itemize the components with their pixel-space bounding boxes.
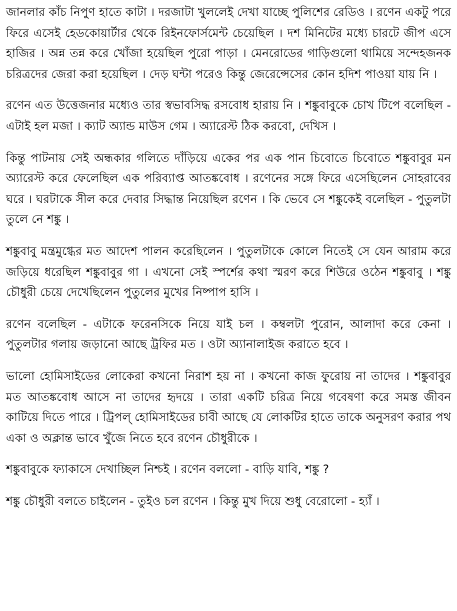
paragraph-2: রণেন এত উত্তেজনার মধ্যেও তার স্বভাবসিদ্ধ রসবোধ হারায় নি । শঙ্কুবাবুকে চোখ টিপে বলেছিল - এটাই হল মজা । ক্যাট অ্যান্ড মাউস গেম । অ্যারেস্ট ঠিক করবো, দেখিস । (6, 98, 451, 133)
paragraph-3: কিন্তু পাটনায় সেই অন্ধকার গলিতে দাঁড়িয়ে একের পর এক পান চিবোতে চিবোতে শঙ্কুবাবুর মন অ্যারেস্ট করে ফেলেছিল এক পরিব্যাপ্ত আতঙ্কবোধ । রণেনের সঙ্গে ফিরে এসেছিলেন সোহরাবের ঘরে । ঘরটাকে সীল করে দেবার সিদ্ধান্ত নিয়েছিল রণেন । কি ভেবে সে শঙ্কুকেই বলেছিল - পুতুলটা তুলে নে শঙ্কু । (6, 150, 451, 227)
paragraph-1: জানলার কাঁচ নিপুণ হাতে কাটা । দরজাটা খুললেই দেখা যাচ্ছে পুলিশের রেডিও । রণেন একটু পরে ফিরে এসেই হেডকোয়ার্টার থেকে রিইনফোর্সমেন্ট চেয়েছিল । দশ মিনিটের মধ্যে চারটে জীপ এসে হাজির । অন্ন তন্ন করে খোঁজা হয়েছিল পুরো পাড়া । মেনরোডের গাড়িগুলো থামিয়ে সন্দেহজনক চরিত্রদের জেরা করা হয়েছিল । দেড় ঘন্টা পরেও কিন্তু জেরেন্সেসের কোন হদিশ পাওয়া যায় নি । (6, 5, 451, 81)
paragraph-7: শঙ্কুবাবুকে ফ্যাকাসে দেখাচ্ছিল নিশ্চই । রণেন বললো - বাড়ি যাবি, শঙ্কু ? (6, 462, 330, 477)
paragraph-8: শঙ্কু চৌধুরী বলতে চাইলেন - তুইও চল রণেন । কিন্তু মুখ দিয়ে শুধু বেরোলো - হ্যাঁ । (6, 493, 380, 508)
paragraph-6: ভালো হোমিসাইডের লোকেরা কখনো নিরাশ হয় না । কখনো কাজ ফুরোয় না তাদের । শঙ্কুবাবুর মত আতঙ্কবোধ আসে না তাদের হৃদয়ে । তারা একটি চরিত্র নিয়ে গবেষণা করে সমস্ত জীবন কাটিয়ে দিতে পারে । ট্রিপল্ হোমিসাইডের চাবী আছে যে লোকটির হাতে তাকে অনুসরণ করার পথ একা ও অক্লান্ত ভাবে খুঁজে নিতে হবে রণেন চৌধুরীকে । (6, 368, 451, 445)
paragraph-5: রণেন বলেছিল - এটাকে ফরেনসিকে নিয়ে যাই চল । কম্বলটা পুরোন, আলাদা করে কেনা । পুতুলটার গলায় জড়ানো আছে ট্রফির মত । ওটা অ্যানালাইজ করাতে হবে । (6, 316, 451, 352)
paragraph-4: শঙ্কুবাবু মন্ত্রমুগ্ধের মত আদেশ পালন করেছিলেন । পুতুলটাকে কোলে নিতেই সে যেন আরাম করে জড়িয়ে ধরেছিল শঙ্কুবাবুর গা । এখনো সেই স্পর্শের কথা স্মরণ করে শিউরে ওঠেন শঙ্কুবাবু । শঙ্কু চৌধুরী চেয়ে দেখেছিলেন পুতুলের মুখের নিষ্পাপ হাসি । (6, 243, 451, 300)
